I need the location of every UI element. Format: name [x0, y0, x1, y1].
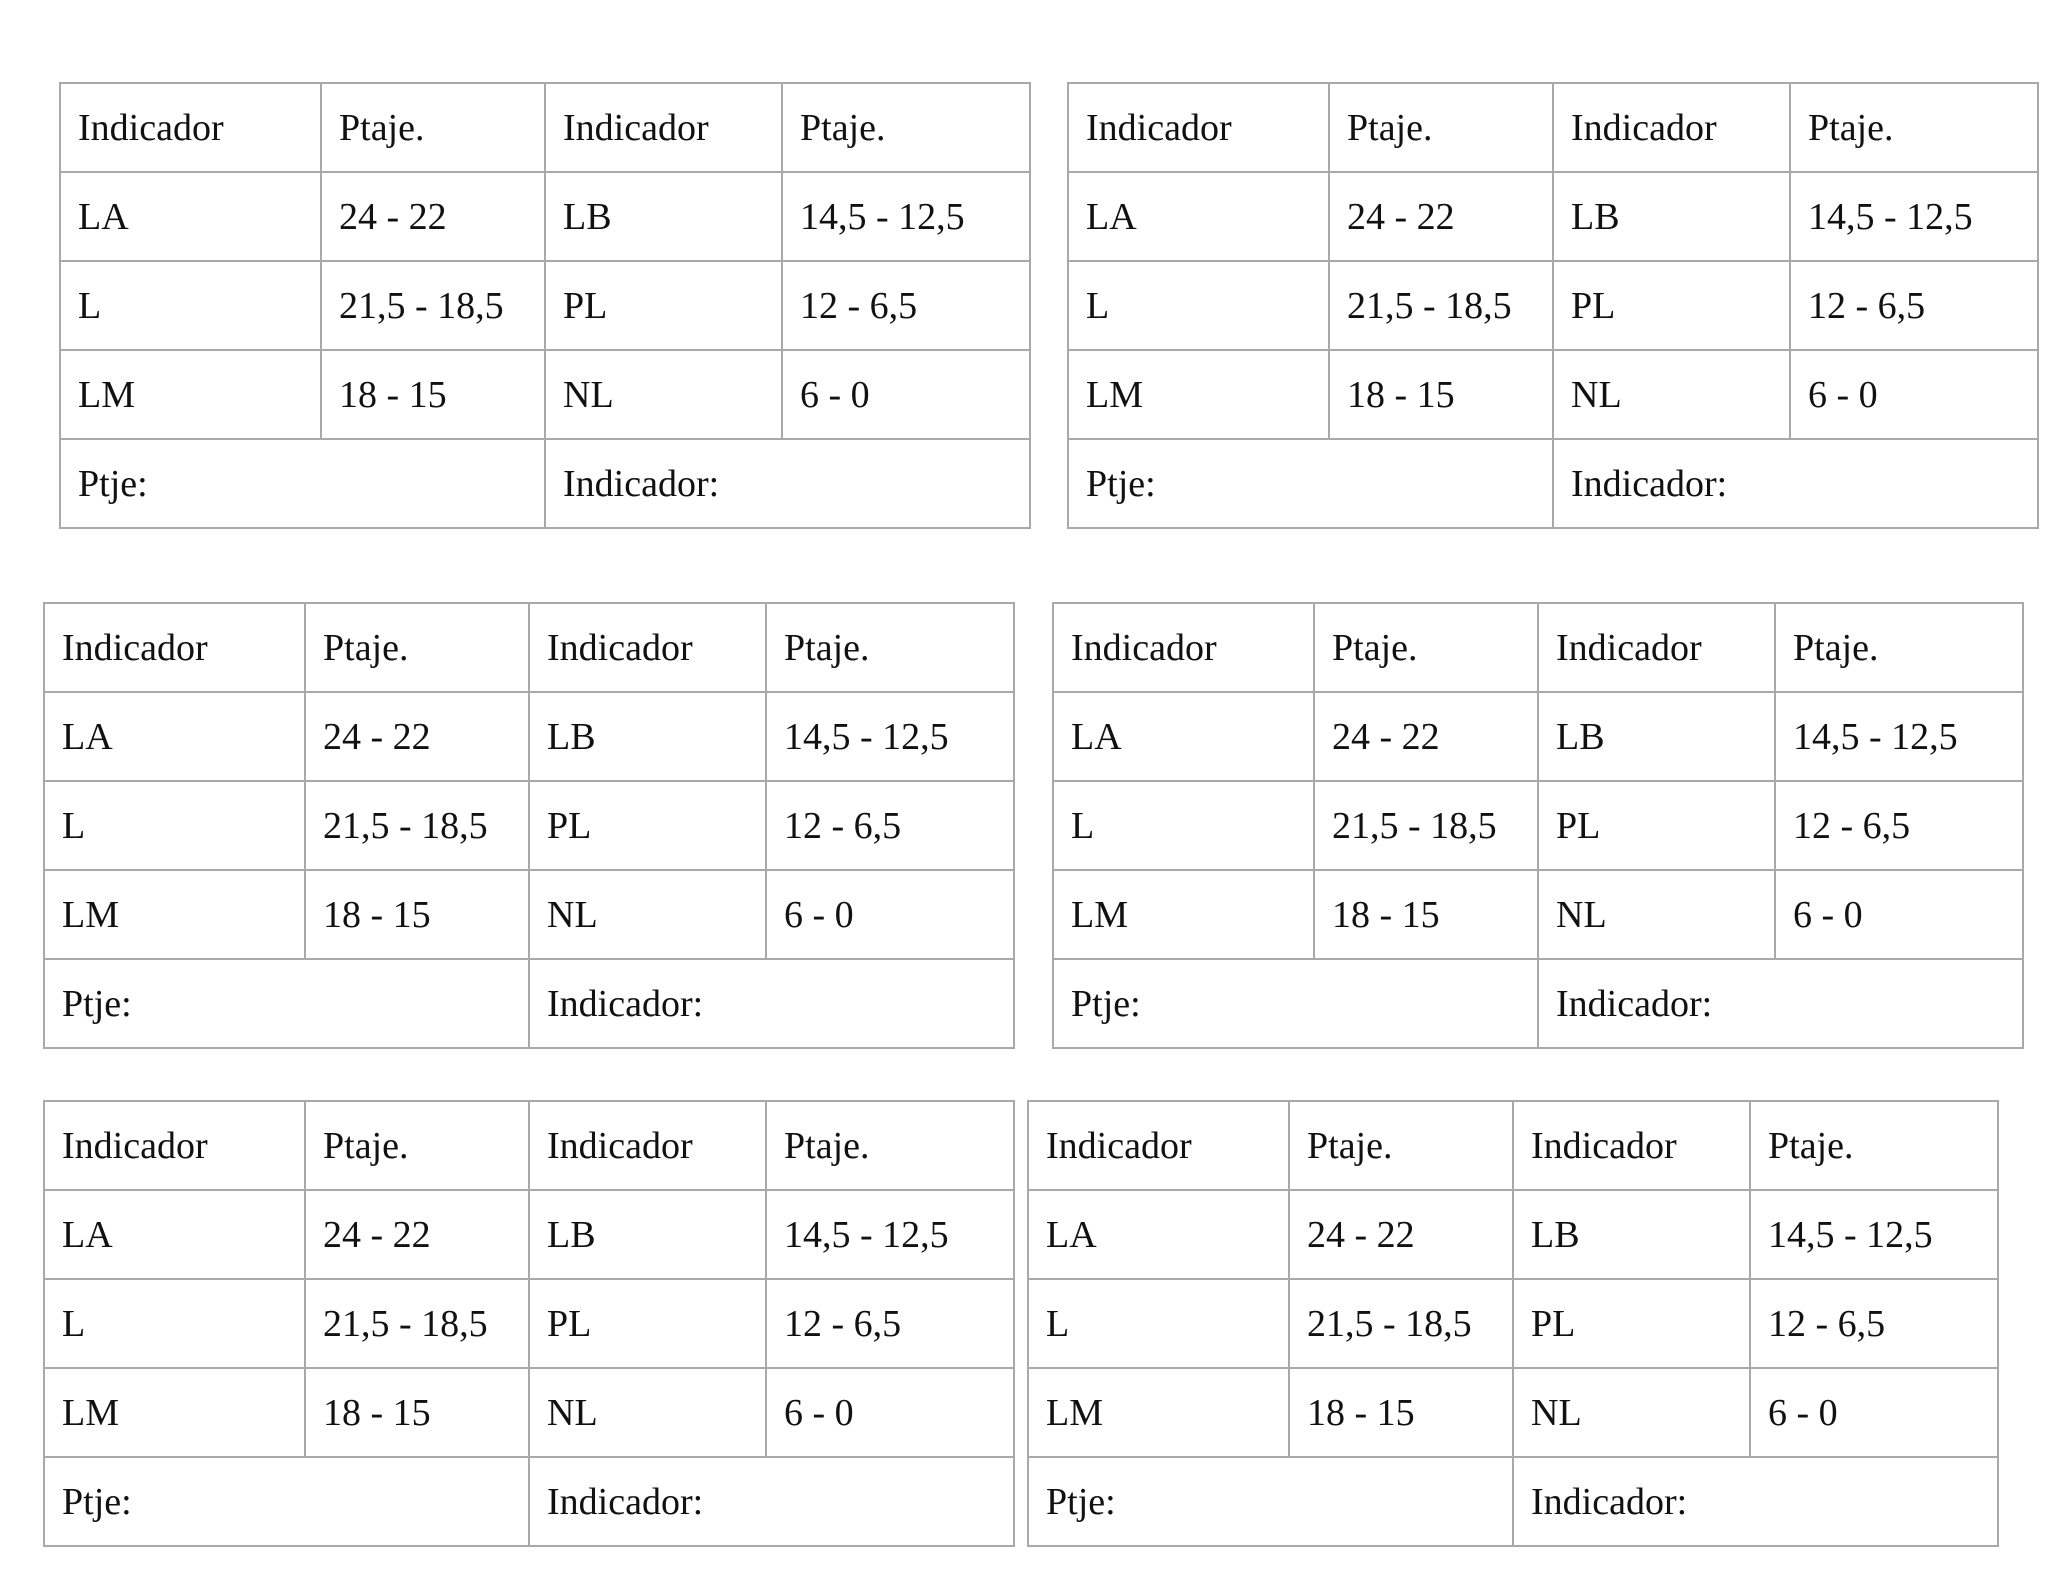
header-row — [1068, 83, 2038, 172]
table-cell: L — [1053, 781, 1314, 870]
header-cell: Ptaje. — [305, 1101, 529, 1190]
header-cell: Indicador — [1028, 1101, 1289, 1190]
table-cell: L — [1068, 261, 1329, 350]
header-cell: Indicador — [1553, 83, 1790, 172]
header-cell: Indicador — [44, 1101, 305, 1190]
score-table-2 — [1067, 82, 2039, 529]
table-cell: 6 - 0 — [766, 870, 1014, 959]
table-cell: 18 - 15 — [1289, 1368, 1513, 1457]
table-cell: NL — [1553, 350, 1790, 439]
table-cell: 14,5 - 12,5 — [766, 692, 1014, 781]
header-cell: Ptaje. — [1289, 1101, 1513, 1190]
table-cell: 24 - 22 — [305, 1190, 529, 1279]
header-cell: Ptaje. — [1750, 1101, 1998, 1190]
table-row — [44, 781, 1014, 870]
table-cell: LM — [44, 1368, 305, 1457]
table-cell: LB — [1513, 1190, 1750, 1279]
score-field[interactable]: Ptje: — [44, 959, 529, 1048]
table-cell: 6 - 0 — [1790, 350, 2038, 439]
table-cell: LB — [1538, 692, 1775, 781]
score-table-6 — [1027, 1100, 1999, 1547]
table-cell: 18 - 15 — [1314, 870, 1538, 959]
table-cell: 12 - 6,5 — [766, 1279, 1014, 1368]
table-cell: LA — [1028, 1190, 1289, 1279]
indicator-field[interactable]: Indicador: — [529, 1457, 1014, 1546]
table-row — [44, 692, 1014, 781]
indicator-field[interactable]: Indicador: — [1553, 439, 2038, 528]
header-row — [60, 83, 1030, 172]
score-field[interactable]: Ptje: — [60, 439, 545, 528]
header-cell: Indicador — [545, 83, 782, 172]
table-cell: 6 - 0 — [1750, 1368, 1998, 1457]
score-table-5 — [43, 1100, 1015, 1547]
footer-row — [1068, 439, 2038, 528]
table-cell: 12 - 6,5 — [766, 781, 1014, 870]
table-cell: PL — [529, 1279, 766, 1368]
table-cell: 12 - 6,5 — [1790, 261, 2038, 350]
table-row — [1068, 350, 2038, 439]
header-cell: Ptaje. — [766, 1101, 1014, 1190]
table-cell: 21,5 - 18,5 — [305, 1279, 529, 1368]
table-cell: LM — [1053, 870, 1314, 959]
table-row — [1028, 1190, 1998, 1279]
table-row — [60, 172, 1030, 261]
footer-row — [44, 959, 1014, 1048]
table-cell: 12 - 6,5 — [782, 261, 1030, 350]
table-cell: LA — [44, 1190, 305, 1279]
header-cell: Indicador — [1538, 603, 1775, 692]
header-cell: Indicador — [529, 1101, 766, 1190]
header-row — [44, 1101, 1014, 1190]
table-cell: 6 - 0 — [782, 350, 1030, 439]
header-row — [1028, 1101, 1998, 1190]
table-cell: 21,5 - 18,5 — [1289, 1279, 1513, 1368]
table-cell: L — [44, 1279, 305, 1368]
table-row — [44, 1190, 1014, 1279]
table-cell: PL — [1553, 261, 1790, 350]
table-row — [1053, 692, 2023, 781]
indicator-field[interactable]: Indicador: — [1513, 1457, 1998, 1546]
score-field[interactable]: Ptje: — [44, 1457, 529, 1546]
table-cell: LB — [529, 1190, 766, 1279]
header-cell: Ptaje. — [1790, 83, 2038, 172]
header-cell: Indicador — [529, 603, 766, 692]
table-cell: LB — [529, 692, 766, 781]
table-cell: 24 - 22 — [1314, 692, 1538, 781]
table-row — [60, 350, 1030, 439]
score-field[interactable]: Ptje: — [1068, 439, 1553, 528]
table-cell: 12 - 6,5 — [1775, 781, 2023, 870]
table-row — [1028, 1368, 1998, 1457]
table-row — [44, 1368, 1014, 1457]
table-cell: PL — [529, 781, 766, 870]
table-cell: 24 - 22 — [1329, 172, 1553, 261]
indicator-field[interactable]: Indicador: — [529, 959, 1014, 1048]
header-cell: Indicador — [1068, 83, 1329, 172]
table-cell: PL — [1513, 1279, 1750, 1368]
table-cell: 18 - 15 — [305, 870, 529, 959]
table-cell: L — [60, 261, 321, 350]
table-cell: 14,5 - 12,5 — [782, 172, 1030, 261]
header-cell: Ptaje. — [766, 603, 1014, 692]
score-table-3 — [43, 602, 1015, 1049]
table-cell: 14,5 - 12,5 — [1750, 1190, 1998, 1279]
table-cell: 18 - 15 — [305, 1368, 529, 1457]
header-row — [1053, 603, 2023, 692]
table-cell: LA — [44, 692, 305, 781]
table-cell: LB — [1553, 172, 1790, 261]
table-cell: LA — [60, 172, 321, 261]
table-row — [44, 1279, 1014, 1368]
indicator-field[interactable]: Indicador: — [545, 439, 1030, 528]
score-field[interactable]: Ptje: — [1028, 1457, 1513, 1546]
table-cell: 18 - 15 — [321, 350, 545, 439]
indicator-field[interactable]: Indicador: — [1538, 959, 2023, 1048]
table-cell: LA — [1053, 692, 1314, 781]
table-row — [44, 870, 1014, 959]
footer-row — [1028, 1457, 1998, 1546]
table-row — [1068, 172, 2038, 261]
table-cell: L — [1028, 1279, 1289, 1368]
table-row — [1028, 1279, 1998, 1368]
header-cell: Ptaje. — [1329, 83, 1553, 172]
table-row — [60, 261, 1030, 350]
table-cell: 14,5 - 12,5 — [1790, 172, 2038, 261]
header-cell: Indicador — [60, 83, 321, 172]
table-row — [1053, 781, 2023, 870]
table-row — [1053, 870, 2023, 959]
header-cell: Indicador — [1053, 603, 1314, 692]
table-cell: PL — [545, 261, 782, 350]
table-cell: NL — [1513, 1368, 1750, 1457]
footer-row — [44, 1457, 1014, 1546]
table-cell: 12 - 6,5 — [1750, 1279, 1998, 1368]
table-cell: 21,5 - 18,5 — [1329, 261, 1553, 350]
table-cell: 6 - 0 — [1775, 870, 2023, 959]
header-cell: Indicador — [1513, 1101, 1750, 1190]
score-field[interactable]: Ptje: — [1053, 959, 1538, 1048]
table-row — [1068, 261, 2038, 350]
table-cell: LM — [60, 350, 321, 439]
table-cell: NL — [1538, 870, 1775, 959]
table-cell: 21,5 - 18,5 — [305, 781, 529, 870]
table-cell: NL — [529, 1368, 766, 1457]
table-cell: PL — [1538, 781, 1775, 870]
header-cell: Ptaje. — [1314, 603, 1538, 692]
table-cell: L — [44, 781, 305, 870]
header-row — [44, 603, 1014, 692]
table-cell: LM — [1028, 1368, 1289, 1457]
table-cell: 24 - 22 — [1289, 1190, 1513, 1279]
table-cell: 18 - 15 — [1329, 350, 1553, 439]
header-cell: Ptaje. — [305, 603, 529, 692]
footer-row — [60, 439, 1030, 528]
table-cell: 24 - 22 — [305, 692, 529, 781]
score-table-4 — [1052, 602, 2024, 1049]
table-cell: NL — [529, 870, 766, 959]
table-cell: 14,5 - 12,5 — [766, 1190, 1014, 1279]
table-cell: 21,5 - 18,5 — [321, 261, 545, 350]
header-cell: Ptaje. — [782, 83, 1030, 172]
table-cell: NL — [545, 350, 782, 439]
table-cell: 14,5 - 12,5 — [1775, 692, 2023, 781]
table-cell: LM — [1068, 350, 1329, 439]
table-cell: 6 - 0 — [766, 1368, 1014, 1457]
score-table-1 — [59, 82, 1031, 529]
table-cell: 24 - 22 — [321, 172, 545, 261]
table-cell: LB — [545, 172, 782, 261]
table-cell: LA — [1068, 172, 1329, 261]
footer-row — [1053, 959, 2023, 1048]
table-cell: LM — [44, 870, 305, 959]
header-cell: Indicador — [44, 603, 305, 692]
header-cell: Ptaje. — [1775, 603, 2023, 692]
table-cell: 21,5 - 18,5 — [1314, 781, 1538, 870]
header-cell: Ptaje. — [321, 83, 545, 172]
